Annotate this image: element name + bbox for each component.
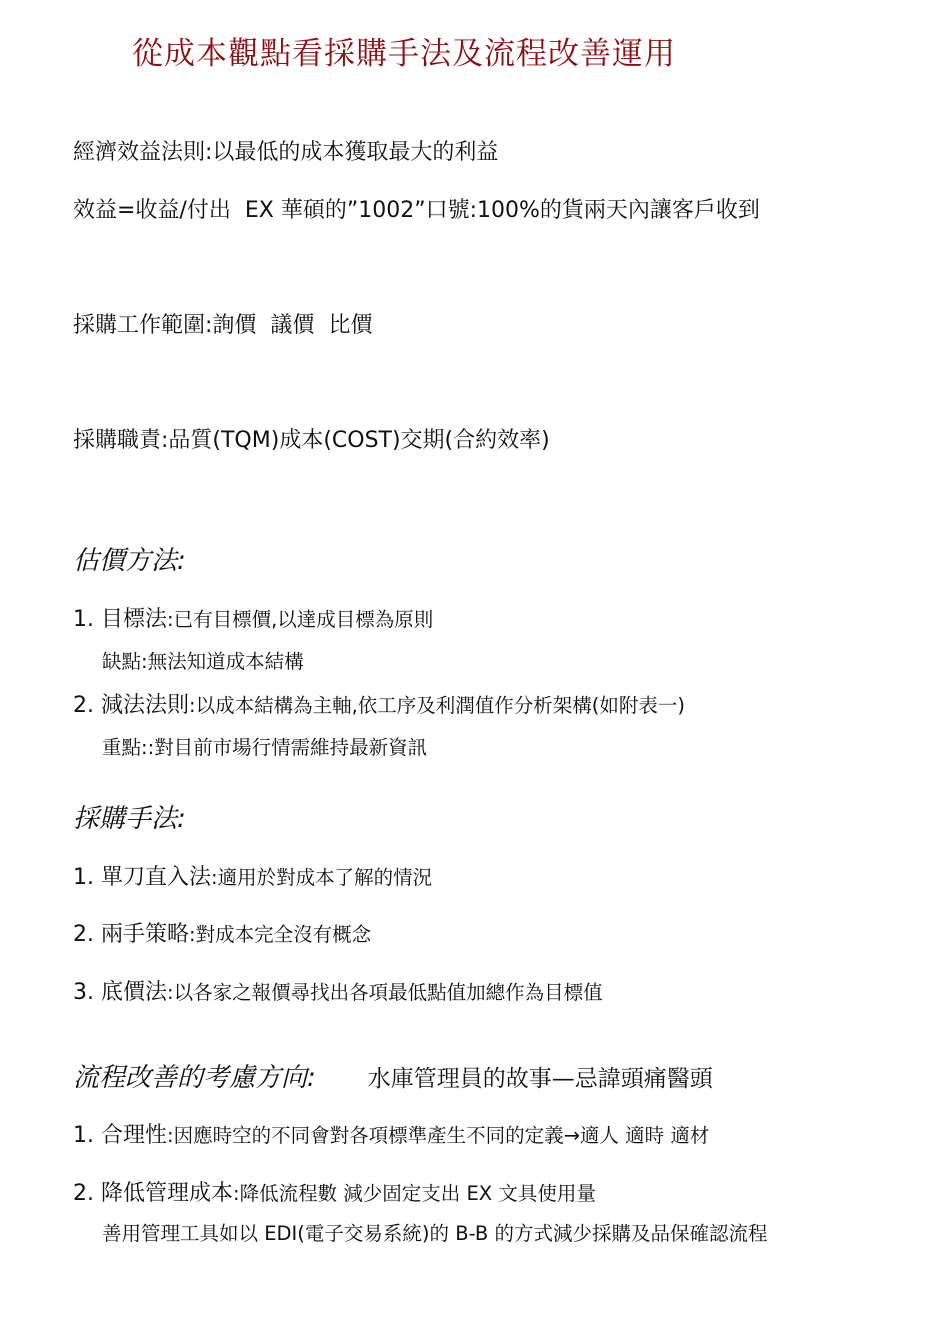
asus-example: EX 華碩的”1002”口號:100%的貨兩天內讓客戶收到 xyxy=(244,198,760,223)
item-number: 2. xyxy=(73,922,94,947)
benefit-formula: 效益=收益/付出 xyxy=(73,198,231,223)
item-desc: :因應時空的不同會對各項標準產生不同的定義→適人 適時 適材 xyxy=(167,1124,710,1147)
item-label: 目標法 xyxy=(101,607,168,632)
benefit-formula-line xyxy=(73,198,760,224)
estimate-item-2-sub: 重點::對目前市場行情需維持最新資訊 xyxy=(102,736,428,759)
item-label: 單刀直入法 xyxy=(101,865,212,890)
process-item-2 xyxy=(73,1176,596,1207)
process-item-2-sub: 善用管理工具如以 EDI(電子交易系統)的 B-B 的方式減少採購及品保確認流程 xyxy=(102,1222,768,1245)
process-heading xyxy=(73,1057,713,1094)
purchase-item-1 xyxy=(73,860,432,891)
scope-negotiate: 議價 xyxy=(270,313,315,338)
item-number: 2. xyxy=(73,1181,94,1206)
item-desc: :降低流程數 減少固定支出 EX 文具使用量 xyxy=(233,1182,596,1205)
purchase-heading: 採購手法: xyxy=(73,804,186,834)
reservoir-story: 水庫管理員的故事—忌諱頭痛醫頭 xyxy=(367,1066,713,1092)
item-label: 降低管理成本 xyxy=(101,1181,234,1206)
item-number: 3. xyxy=(73,980,94,1005)
process-item-1 xyxy=(73,1118,709,1149)
economic-principle-line: 經濟效益法則:以最低的成本獲取最大的利益 xyxy=(73,140,499,165)
estimate-item-2 xyxy=(73,688,685,719)
item-desc: :對成本完全沒有概念 xyxy=(189,923,372,946)
scope-compare: 比價 xyxy=(328,313,373,338)
item-desc: :以成本結構為主軸,依工序及利潤值作分析架構(如附表一) xyxy=(189,694,685,717)
item-number: 1. xyxy=(73,607,94,632)
item-desc: :已有目標價,以達成目標為原則 xyxy=(167,608,434,631)
estimate-item-1 xyxy=(73,602,433,633)
item-number: 1. xyxy=(73,865,94,890)
page-title: 從成本觀點看採購手法及流程改善運用 xyxy=(132,36,676,72)
estimate-item-1-sub: 缺點:無法知道成本結構 xyxy=(102,650,304,673)
estimate-heading: 估價方法: xyxy=(73,546,186,576)
purchase-item-2 xyxy=(73,917,371,948)
item-label: 底價法 xyxy=(101,980,168,1005)
item-desc: :適用於對成本了解的情況 xyxy=(211,866,433,889)
item-label: 合理性 xyxy=(101,1123,168,1148)
item-label: 兩手策略 xyxy=(101,922,190,947)
item-desc: :以各家之報價尋找出各項最低點值加總作為目標值 xyxy=(167,981,603,1004)
scope-inquiry: 採購工作範圍:詢價 xyxy=(73,313,257,338)
item-number: 1. xyxy=(73,1123,94,1148)
purchase-scope-line xyxy=(73,313,372,339)
process-heading-text: 流程改善的考慮方向: xyxy=(73,1063,316,1093)
item-label: 減法法則 xyxy=(101,693,190,718)
item-number: 2. xyxy=(73,693,94,718)
purchase-duty-line: 採購職責:品質(TQM)成本(COST)交期(合約效率) xyxy=(73,428,550,453)
purchase-item-3 xyxy=(73,975,603,1006)
